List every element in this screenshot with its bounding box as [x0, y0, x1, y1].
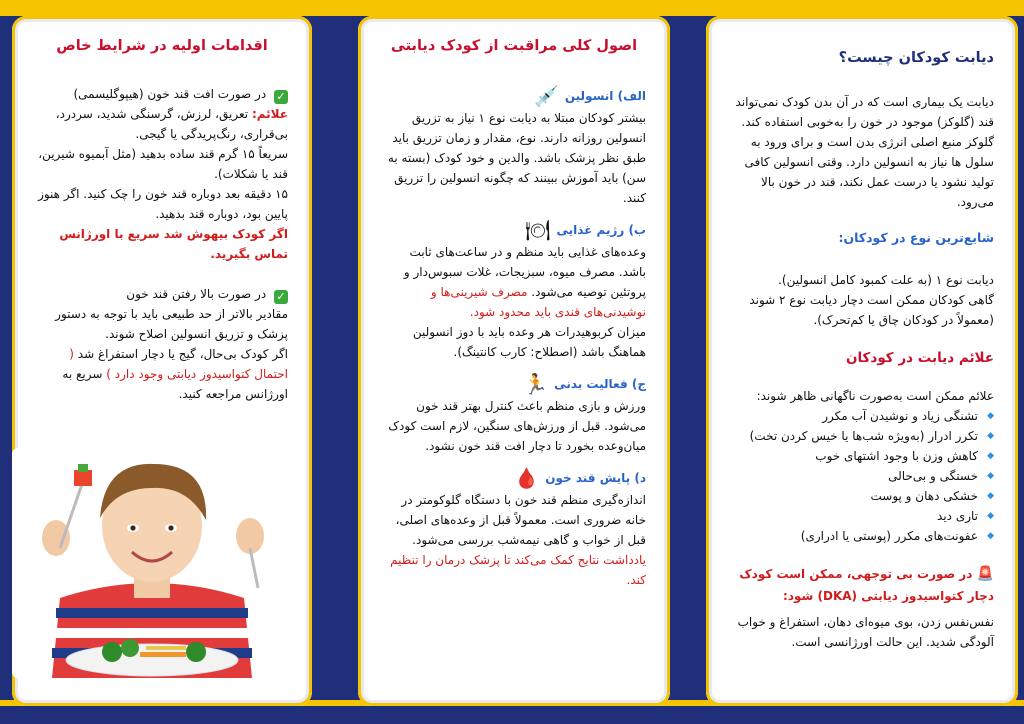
section-diet — [382, 218, 646, 242]
hypo-emergency: اگر کودک بیهوش شد سریع با اورژانس تماس بگیرید. — [59, 227, 288, 261]
dka-text: نفس‌نفس زدن، بوی میوه‌ای دهان، استفراغ و خواب آلودگی شدید. این حالت اورژانسی است. — [737, 615, 994, 649]
list-item: ◆ تشنگی زیاد و نوشیدن آب مکرر — [730, 406, 994, 426]
hyper-step-1: مقادیر بالاتر از حد طبیعی باید با توجه به دستور پزشک و تزریق انسولین اصلاح شوند. — [55, 307, 288, 341]
section-insulin — [382, 84, 646, 108]
panel1-title: دیابت کودکان چیست؟ — [838, 50, 994, 66]
insulin-text: بیشتر کودکان مبتلا به دیابت نوع ۱ نیاز به تزریق انسولین روزانه دارند. نوع، مقدار و زمان تزریق باید طبق نظر پزشک باشد. والدین و خود کودک (بسته به سن) باید آموزش ببینند که چگونه انسولین را تزریق کنند. — [387, 111, 646, 205]
hyper-heading — [36, 284, 288, 304]
hyper-step-2-end: سریع به اورژانس مراجعه کنید. — [62, 367, 288, 401]
hyper-step-2-text: اگر کودک بی‌حال، گیج یا دچار استفراغ شد — [77, 347, 288, 361]
siren-icon: 🚨 — [976, 566, 994, 582]
dka-warning — [730, 562, 994, 606]
list-item: ◆ کاهش وزن با وجود اشتهای خوب — [730, 446, 994, 466]
symptoms-intro: علائم ممکن است به‌صورت ناگهانی ظاهر شوند: — [756, 389, 994, 403]
diet-text — [382, 242, 646, 322]
panel3-title: اقدامات اولیه در شرایط خاص — [56, 38, 268, 54]
list-item: ◆ عفونت‌های مکرر (پوستی یا ادراری) — [730, 526, 994, 546]
plate-icon: 🍽 — [525, 218, 551, 242]
list-item: ◆ تکرر ادرار (به‌ویژه شب‌ها یا خیس کردن تخت) — [730, 426, 994, 446]
activity-text: ورزش و بازی منظم باعث کنترل بهتر قند خون می‌شود. قبل از ورزش‌های سنگین، لازم است کودک میان‌وعده بخورد تا دچار افت قند خون نشود. — [388, 399, 646, 453]
symptoms-heading: علائم دیابت در کودکان — [845, 350, 994, 366]
symptoms-list — [730, 406, 994, 546]
panel-care-principles — [358, 16, 670, 706]
diet-warning: مصرف شیرینی‌ها و نوشیدنی‌های قندی باید محدود شود. — [430, 285, 646, 319]
list-item: ◆ تاری دید — [730, 506, 994, 526]
hypo-signs-text: تعریق، لرزش، گرسنگی شدید، سردرد، بی‌قراری، رنگ‌پریدگی یا گیجی. — [55, 107, 288, 141]
activity-label: ج) فعالیت بدنی — [554, 377, 646, 391]
panel2-title: اصول کلی مراقبت از کودک دیابتی — [390, 38, 638, 54]
top-gold-stripe — [0, 0, 1024, 16]
running-icon: 🏃 — [523, 372, 549, 396]
hypo-heading — [36, 84, 288, 104]
list-item: ◆ خشکی دهان و پوست — [730, 486, 994, 506]
hypo-signs-label: علائم: — [251, 107, 288, 121]
blood-drop-icon: 🩸 — [514, 466, 540, 490]
hypo-signs — [36, 104, 288, 144]
common-type-1: دیابت نوع ۱ (به علت کمبود کامل انسولین). — [778, 273, 994, 287]
child-eating-photo — [12, 448, 292, 678]
hypo-step-1: سریعاً ۱۵ گرم قند ساده بدهید (مثل آبمیوه شیرین، قند یا شکلات). — [38, 147, 288, 181]
insulin-label: الف) انسولین — [564, 89, 646, 103]
list-item: ◆ خستگی و بی‌حالی — [730, 466, 994, 486]
hypo-step-2: ۱۵ دقیقه بعد دوباره قند خون را چک کنید. اگر هنوز پایین بود، دوباره قند بدهید. — [38, 187, 288, 221]
hypo-heading-text: در صورت افت قند خون (هیپوگلیسمی) — [73, 87, 267, 101]
monitoring-label: د) پایش قند خون — [545, 471, 646, 485]
diet-carb-text: میزان کربوهیدرات هر وعده باید با دوز انسولین هماهنگ باشد (اصطلاح: کارب کانتینگ). — [412, 325, 646, 359]
monitoring-note: یادداشت نتایج کمک می‌کند تا پزشک درمان را تنظیم کند. — [390, 553, 646, 587]
common-type-heading: شایع‌ترین نوع در کودکان: — [838, 230, 994, 245]
hyper-dka-note: ( احتمال کتواسیدوز دیابتی وجود دارد ) — [69, 347, 288, 381]
syringe-icon: 💉 — [533, 84, 559, 108]
monitoring-text: اندازه‌گیری منظم قند خون با دستگاه گلوکومتر در خانه ضروری است. معمولاً قبل از وعده‌های اصلی، قبل از خواب و گاهی نیمه‌شب بررسی می‌شود. — [395, 493, 646, 547]
hyper-step-2 — [36, 344, 288, 404]
diet-label: ب) رژیم غذایی — [556, 223, 646, 237]
panel1-intro: دیابت یک بیماری است که در آن بدن کودک نمی‌تواند قند (گلوکز) موجود در خون را به‌خوبی استفاده کند. گلوکز منبع اصلی انرژی بدن است و برای ورود به سلول ها نیاز به انسولین دارد. وقتی انسولین کافی تولید نشود یا درست عمل نکند، قند در خون بالا می‌رود. — [735, 95, 994, 209]
section-monitoring — [382, 466, 646, 490]
panel-what-is-diabetes — [706, 16, 1018, 706]
check-icon: ✓ — [274, 90, 288, 104]
check-icon: ✓ — [274, 290, 288, 304]
hyper-heading-text: در صورت بالا رفتن قند خون — [126, 287, 267, 301]
common-type-2: گاهی کودکان ممکن است دچار دیابت نوع ۲ شوند (معمولاً در کودکان چاق یا کم‌تحرک). — [749, 293, 994, 327]
section-activity — [382, 372, 646, 396]
dka-title: در صورت بی توجهی، ممکن است کودک دچار کتواسیدوز دیابتی (DKA) شود: — [739, 567, 994, 603]
diet-text-1: وعده‌های غذایی باید منظم و در ساعت‌های ثابت باشد. مصرف میوه، سبزیجات، غلات سبوس‌دار و پروتئین توصیه می‌شود. — [403, 245, 646, 299]
